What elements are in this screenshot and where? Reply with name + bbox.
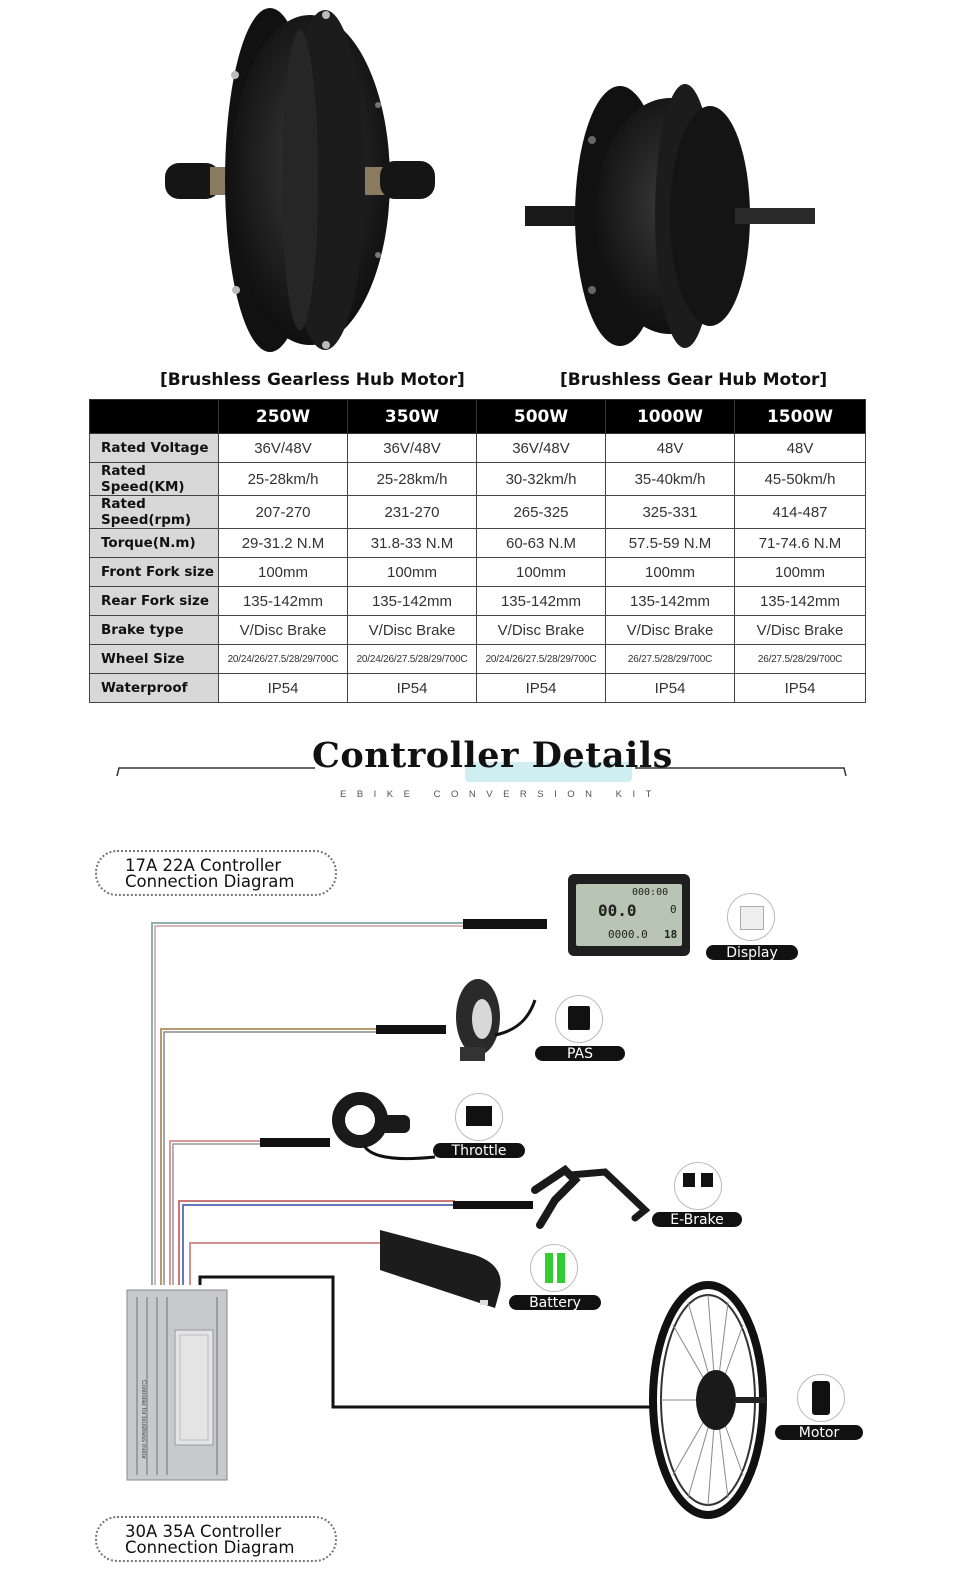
table-cell: 135-142mm <box>735 587 866 616</box>
table-row-label: Rated Speed(KM) <box>90 463 219 496</box>
lcd-display <box>568 874 690 956</box>
table-row-label: Brake type <box>90 616 219 645</box>
ebrake-levers-image <box>525 1160 660 1230</box>
lcd-right-bottom: 18 <box>664 928 678 941</box>
table-cell: 325-331 <box>606 496 735 529</box>
pas-sensor-image <box>440 975 540 1070</box>
motor-pill-label: Motor <box>775 1425 863 1440</box>
diagram-label-top <box>95 850 337 896</box>
table-cell: 48V <box>735 434 866 463</box>
lcd-right-top: 0 <box>670 903 677 916</box>
table-row-label: Wheel Size <box>90 645 219 674</box>
table-cell: 100mm <box>348 558 477 587</box>
gearless-hub-motor-image <box>150 5 440 355</box>
table-row-label: Rear Fork size <box>90 587 219 616</box>
gear-hub-motor-image <box>520 80 820 360</box>
table-header-cell: 1500W <box>735 400 866 434</box>
table-cell: 35-40km/h <box>606 463 735 496</box>
throttle-image <box>325 1085 445 1165</box>
table-row <box>90 674 866 703</box>
gear-motor-caption: [Brushless Gear Hub Motor] <box>560 370 828 390</box>
table-cell: IP54 <box>219 674 348 703</box>
table-header-row <box>90 400 866 434</box>
table-row <box>90 558 866 587</box>
lcd-odo-readout: 0000.0 <box>608 928 648 941</box>
lcd-top-readout: 000:00 <box>632 887 669 898</box>
table-header-cell: 350W <box>348 400 477 434</box>
table-cell: 20/24/26/27.5/28/29/700C <box>348 645 477 674</box>
table-cell: 135-142mm <box>219 587 348 616</box>
table-row-label: Waterproof <box>90 674 219 703</box>
table-cell: 71-74.6 N.M <box>735 529 866 558</box>
table-cell: 36V/48V <box>348 434 477 463</box>
table-cell: IP54 <box>348 674 477 703</box>
table-cell: 25-28km/h <box>219 463 348 496</box>
table-cell: 100mm <box>606 558 735 587</box>
throttle-connector-icon <box>455 1093 503 1141</box>
table-row-label: Rated Voltage <box>90 434 219 463</box>
table-row <box>90 434 866 463</box>
diagram-label-bottom-line2: Connection Diagram <box>125 1538 295 1557</box>
table-cell: 231-270 <box>348 496 477 529</box>
table-cell: 100mm <box>477 558 606 587</box>
table-cell: 31.8-33 N.M <box>348 529 477 558</box>
table-header-cell: 250W <box>219 400 348 434</box>
table-header-cell: 1000W <box>606 400 735 434</box>
table-cell: 414-487 <box>735 496 866 529</box>
pas-pill-label: PAS <box>535 1046 625 1061</box>
table-cell: 20/24/26/27.5/28/29/700C <box>477 645 606 674</box>
table-cell: 45-50km/h <box>735 463 866 496</box>
table-cell: 207-270 <box>219 496 348 529</box>
table-cell: 135-142mm <box>477 587 606 616</box>
table-row-label: Torque(N.m) <box>90 529 219 558</box>
table-cell: 100mm <box>219 558 348 587</box>
diagram-label-top-line1: 17A 22A Controller <box>125 856 282 875</box>
table-cell: 135-142mm <box>606 587 735 616</box>
table-cell: 20/24/26/27.5/28/29/700C <box>219 645 348 674</box>
table-row-label: Front Fork size <box>90 558 219 587</box>
table-cell: V/Disc Brake <box>219 616 348 645</box>
table-cell: 36V/48V <box>219 434 348 463</box>
table-cell: V/Disc Brake <box>348 616 477 645</box>
throttle-pill-label: Throttle <box>433 1143 525 1158</box>
table-cell: 60-63 N.M <box>477 529 606 558</box>
table-cell: 135-142mm <box>348 587 477 616</box>
table-row <box>90 496 866 529</box>
lcd-screen <box>576 884 682 946</box>
motor-spec-table <box>89 399 866 703</box>
table-cell: 100mm <box>735 558 866 587</box>
table-cell: V/Disc Brake <box>477 616 606 645</box>
motor-wheel-image <box>648 1280 773 1520</box>
diagram-label-bottom <box>95 1516 337 1562</box>
table-cell: 30-32km/h <box>477 463 606 496</box>
display-connector-icon <box>727 893 775 941</box>
table-row <box>90 645 866 674</box>
battery-connector-icon <box>530 1244 578 1292</box>
table-cell: IP54 <box>735 674 866 703</box>
table-row <box>90 616 866 645</box>
table-cell: 36V/48V <box>477 434 606 463</box>
ebrake-pill-label: E-Brake <box>652 1212 742 1227</box>
table-cell: V/Disc Brake <box>735 616 866 645</box>
motor-connector-icon <box>797 1374 845 1422</box>
throttle-wire <box>170 1138 330 1285</box>
table-cell: 25-28km/h <box>348 463 477 496</box>
battery-image <box>375 1220 510 1315</box>
table-header-cell: 500W <box>477 400 606 434</box>
diagram-label-top-line2: Connection Diagram <box>125 872 295 891</box>
table-cell: IP54 <box>477 674 606 703</box>
table-cell: IP54 <box>606 674 735 703</box>
lcd-speed-readout: 00.0 <box>598 901 637 920</box>
battery-wire <box>190 1243 380 1285</box>
table-cell: 26/27.5/28/29/700C <box>735 645 866 674</box>
table-row <box>90 587 866 616</box>
diagram-label-bottom-line1: 30A 35A Controller <box>125 1522 282 1541</box>
controller-box-label: Controller for brushless motor <box>140 1380 146 1460</box>
table-row <box>90 529 866 558</box>
table-cell: 29-31.2 N.M <box>219 529 348 558</box>
table-header-cell <box>90 400 219 434</box>
display-pill-label: Display <box>706 945 798 960</box>
pas-connector-icon <box>555 995 603 1043</box>
table-cell: 57.5-59 N.M <box>606 529 735 558</box>
table-row <box>90 463 866 496</box>
ebrake-connector-icon <box>674 1162 722 1210</box>
table-cell: 265-325 <box>477 496 606 529</box>
table-cell: 26/27.5/28/29/700C <box>606 645 735 674</box>
table-cell: 48V <box>606 434 735 463</box>
section-title: Controller Details <box>312 735 673 776</box>
table-row-label: Rated Speed(rpm) <box>90 496 219 529</box>
gearless-motor-caption: [Brushless Gearless Hub Motor] <box>160 370 465 390</box>
section-subtitle: EBIKE CONVERSION KIT <box>340 789 662 800</box>
table-cell: V/Disc Brake <box>606 616 735 645</box>
battery-pill-label: Battery <box>509 1295 601 1310</box>
